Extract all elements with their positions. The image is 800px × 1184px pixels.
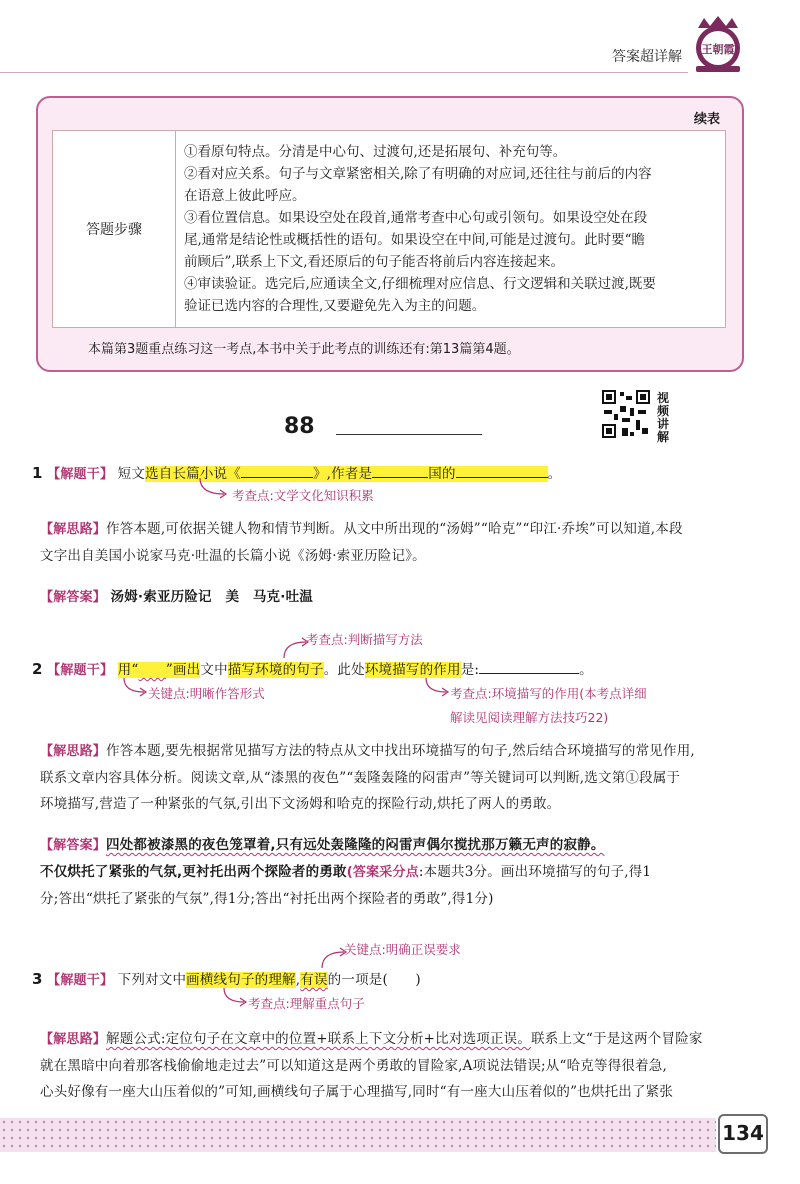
section-title-blank: [336, 434, 482, 435]
annotation-arrow: [196, 476, 230, 500]
answer-tag: 【解答案】: [40, 838, 107, 853]
q1-analysis: [40, 516, 760, 569]
q3-note-top: 关键点:明确正误要求: [344, 942, 461, 957]
step-content: [176, 131, 726, 328]
analysis-line: 作答本题,可依据关键人物和情节判断。从文中所出现的“汤姆”“哈克”“印江·乔埃”可以知道,本段: [106, 521, 683, 537]
q1-stem: [32, 460, 561, 488]
q2-text: 。: [579, 662, 593, 678]
analysis-tag: 【解思路】: [40, 522, 107, 537]
annotation-arrow: [420, 676, 450, 698]
analysis-line: 就在黑暗中向着那客栈偷偷地走过去”可以知道这是两个勇敢的冒险家,A项说法错误;从“哈克等得很着急,: [40, 1058, 667, 1074]
q1-text: 短文: [117, 466, 146, 482]
analysis-tag: 【解思路】: [40, 744, 107, 759]
analysis-tag: 【解思路】: [40, 1032, 107, 1047]
q2-note-top: 考查点:判断描写方法: [306, 632, 423, 647]
q2-stem: [32, 656, 593, 684]
q3-text: 有误: [300, 972, 328, 988]
analysis-formula: 解题公式:定位句子在文章中的位置+联系上下文分析+比对选项正误。: [106, 1031, 532, 1047]
answer-tag: 【解答案】: [40, 590, 107, 605]
q2-analysis: [40, 738, 760, 817]
box-footer: 本篇第3题重点练习这一考点,本书中关于此考点的训练还有:第13篇第4题。: [88, 342, 520, 357]
qr-label: 视频讲解: [657, 391, 670, 444]
analysis-line: 联系文章内容具体分析。阅读文章,从“漆黑的夜色”“轰隆轰隆的闷雷声”等关键词可以判断,选文第①段属于: [40, 770, 681, 786]
q2-text: 用“: [117, 662, 139, 678]
annotation-arrow: [118, 676, 148, 698]
score-text: :本题共3分。画出环境描写的句子,得1: [418, 864, 652, 880]
q2-tag: 【解题干】: [47, 663, 114, 678]
step-line: 验证已选内容的合理性,又要避免先入为主的问题。: [184, 298, 486, 314]
header-title: 答案超详解: [612, 49, 682, 65]
step-line: 在语意上彼此呼应。: [184, 188, 306, 204]
q1-answer: [40, 584, 313, 611]
answer-blank: [456, 477, 548, 478]
logo-text: 王朝霞: [701, 43, 735, 56]
q1-text: 》,作者是: [312, 466, 373, 482]
step-line: 前顾后”,联系上下文,看还原后的句子能否将前后内容连接起来。: [184, 254, 564, 270]
analysis-line: 作答本题,要先根据常见描写方法的特点从文中找出环境描写的句子,然后结合环境描写的常见作用,: [106, 743, 695, 759]
q2-number: 2: [32, 660, 43, 678]
q3-text: 画横线句子的理解: [186, 972, 296, 988]
answer-blank: [479, 673, 579, 674]
q3-text: 下列对文中: [117, 972, 187, 988]
step-label: 答题步骤: [53, 131, 176, 328]
q2-text: 文中: [200, 662, 228, 678]
q2-answer: [40, 832, 760, 912]
q3-tag: 【解题干】: [47, 973, 114, 988]
q2-text: 。此处: [323, 662, 365, 678]
answer-text: 汤姆·索亚历险记 美 马克·吐温: [110, 589, 313, 605]
analysis-line: 环境描写,营造了一种紧张的气氛,引出下文汤姆和哈克的探险行动,烘托了两人的勇敢。: [40, 796, 561, 812]
q1-text: 。: [547, 466, 562, 482]
qr-code-icon[interactable]: [600, 388, 652, 440]
answer-text: 四处都被漆黑的夜色笼罩着,只有远处轰隆隆的闷雷声偶尔搅扰那万籁无声的寂静。: [106, 837, 605, 853]
analysis-line: 心头好像有一座大山压着似的”可知,画横线句子属于心理描写,同时“有一座大山压着似的”也烘托出了紧张: [40, 1084, 674, 1100]
answer-text: 不仅烘托了紧张的气氛,更衬托出两个探险者的勇敢: [40, 864, 347, 880]
answer-blank: [241, 477, 313, 478]
q3-note-bottom: 考查点:理解重点句子: [248, 996, 365, 1011]
q1-text: 选自长篇小说《: [145, 466, 241, 482]
q1-tag: 【解题干】: [47, 467, 114, 482]
q3-number: 3: [32, 970, 43, 988]
step-line: ①看原句特点。分清是中心句、过渡句,还是拓展句、补充句等。: [184, 144, 567, 160]
brand-logo: [688, 12, 748, 74]
q2-text: ”画出: [165, 662, 201, 678]
analysis-line: 联系上文“于是这两个冒险家: [531, 1031, 703, 1047]
annotation-arrow: [218, 986, 248, 1008]
q2-note-right: 考查点:环境描写的作用(本考点详细: [450, 686, 647, 701]
q1-number: 1: [32, 464, 43, 482]
q3-text: 的一项是( ): [327, 972, 421, 988]
q2-note-key: 关键点:明晰作答形式: [148, 686, 265, 701]
section-number: 88: [284, 414, 315, 439]
page-number: 134: [718, 1114, 768, 1154]
q2-note-right: 解读见阅读理解方法技巧22): [450, 710, 609, 725]
answer-blank: [372, 477, 428, 478]
score-text: 分;答出“烘托了紧张的气氛”,得1分;答出“衬托出两个探险者的勇敢”,得1分): [40, 891, 494, 907]
q3-text: ,: [295, 972, 301, 988]
step-line: ②看对应关系。句子与文章紧密相关,除了有明确的对应词,还往往与前后的内容: [184, 166, 652, 182]
header-rule: [0, 72, 688, 73]
q3-analysis: [40, 1026, 760, 1105]
q2-text: 环境描写的作用: [364, 662, 461, 678]
continued-label: 续表: [693, 112, 720, 127]
step-line: ④审读验证。选完后,应通读全文,仔细梳理对应信息、行文逻辑和关联过渡,既要: [184, 276, 656, 292]
q2-text: 是:: [460, 662, 480, 678]
q1-note: 考查点:文学文化知识积累: [232, 488, 374, 503]
q1-text: 国的: [428, 466, 456, 482]
steps-table: [52, 130, 726, 328]
analysis-line: 文字出自美国小说家马克·吐温的长篇小说《汤姆·索亚历险记》。: [40, 548, 426, 564]
footer-band: [0, 1118, 716, 1152]
q2-text: 描写环境的句子: [227, 662, 324, 678]
step-line: 尾,通常是结论性或概括性的语句。如果设空在中间,可能是过渡句。此时要“瞻: [184, 232, 645, 248]
step-line: ③看位置信息。如果设空处在段首,通常考查中心句或引领句。如果设空处在段: [184, 210, 648, 226]
score-tag: (答案采分点: [346, 865, 419, 880]
method-box: [36, 96, 744, 372]
